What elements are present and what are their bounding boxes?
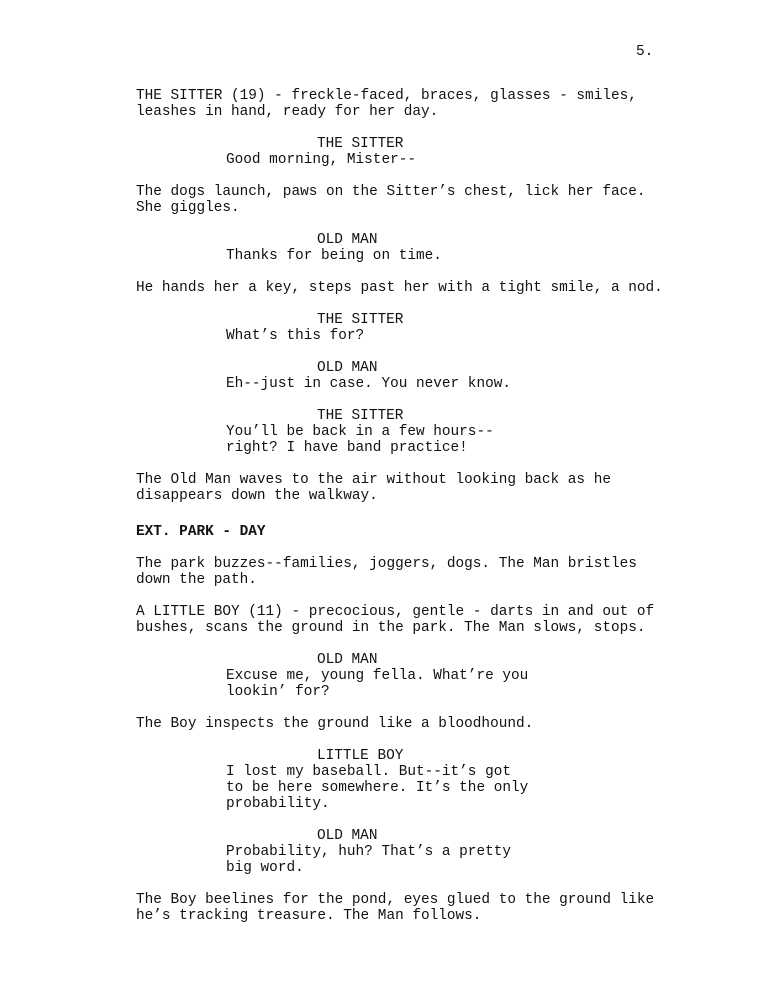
dialogue-line: Probability, huh? That’s a pretty big word. bbox=[226, 844, 511, 876]
dialogue-line: You’ll be back in a few hours-- right? I have band practice! bbox=[226, 424, 494, 456]
character-name: LITTLE BOY bbox=[317, 748, 404, 764]
character-name: OLD MAN bbox=[317, 232, 378, 248]
action-line: The Old Man waves to the air without looking back as he disappears down the walkway. bbox=[136, 472, 611, 504]
dialogue-line: Excuse me, young fella. What’re you lookin’ for? bbox=[226, 668, 529, 700]
character-name: THE SITTER bbox=[317, 136, 404, 152]
character-name: THE SITTER bbox=[317, 408, 404, 424]
dialogue-line: I lost my baseball. But--it’s got to be here somewhere. It’s the only probability. bbox=[226, 764, 529, 812]
dialogue-block bbox=[136, 748, 696, 812]
action-line: He hands her a key, steps past her with a tight smile, a nod. bbox=[136, 280, 663, 296]
action-line: The Boy inspects the ground like a bloodhound. bbox=[136, 716, 534, 732]
dialogue-line: What’s this for? bbox=[226, 328, 365, 344]
scene-heading: EXT. PARK - DAY bbox=[136, 524, 266, 540]
dialogue-block bbox=[136, 408, 696, 456]
character-name: OLD MAN bbox=[317, 828, 378, 844]
character-name: THE SITTER bbox=[317, 312, 404, 328]
dialogue-line: Thanks for being on time. bbox=[226, 248, 442, 264]
action-line: The park buzzes--families, joggers, dogs. The Man bristles down the path. bbox=[136, 556, 637, 588]
dialogue-block bbox=[136, 232, 696, 264]
dialogue-block bbox=[136, 312, 696, 344]
action-line: A LITTLE BOY (11) - precocious, gentle - darts in and out of bushes, scans the ground in the park. The Man slows, stops. bbox=[136, 604, 655, 636]
action-line: The dogs launch, paws on the Sitter’s chest, lick her face. She giggles. bbox=[136, 184, 646, 216]
character-name: OLD MAN bbox=[317, 360, 378, 376]
dialogue-line: Eh--just in case. You never know. bbox=[226, 376, 511, 392]
action-line: THE SITTER (19) - freckle-faced, braces, glasses - smiles, leashes in hand, ready for her day. bbox=[136, 88, 637, 120]
dialogue-block bbox=[136, 360, 696, 392]
page-number: 5. bbox=[636, 44, 654, 60]
dialogue-block bbox=[136, 828, 696, 876]
dialogue-line: Good morning, Mister-- bbox=[226, 152, 416, 168]
script-body bbox=[136, 88, 696, 940]
dialogue-block bbox=[136, 652, 696, 700]
action-line: The Boy beelines for the pond, eyes glued to the ground like he’s tracking treasure. The Man follows. bbox=[136, 892, 655, 924]
character-name: OLD MAN bbox=[317, 652, 378, 668]
dialogue-block bbox=[136, 136, 696, 168]
